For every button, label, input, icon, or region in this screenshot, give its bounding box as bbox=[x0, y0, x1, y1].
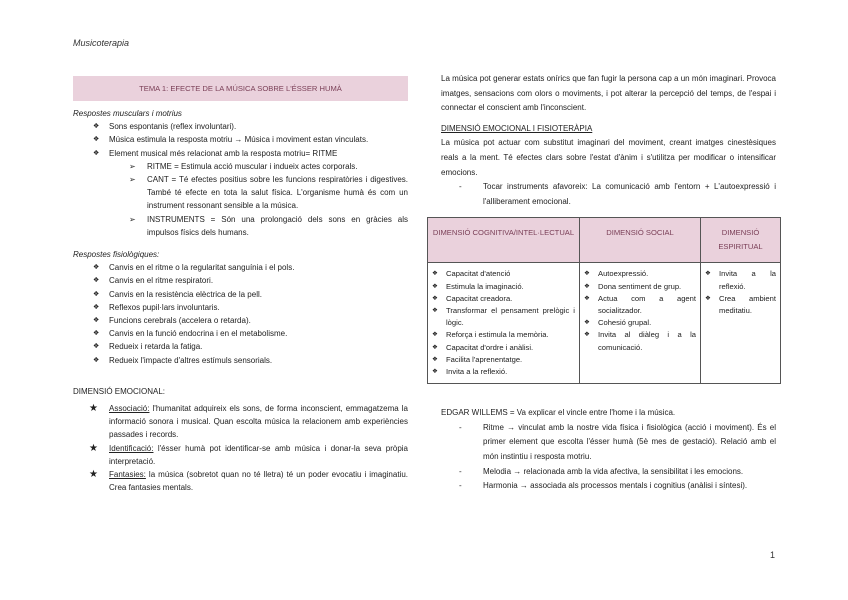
list-item bbox=[73, 402, 408, 442]
table-header: DIMENSIÓ SOCIAL bbox=[580, 218, 701, 263]
page-number: 1 bbox=[770, 550, 776, 560]
list-item: ➢ RITME = Estimula acció muscular i indueix actes corporals. bbox=[73, 160, 408, 173]
list-item: ❖ Cohesió grupal. bbox=[584, 317, 696, 329]
list-item: ❖ Reforça i estimula la memòria. bbox=[432, 329, 575, 341]
list-item: ❖ Capacitat d'atenció bbox=[432, 268, 575, 280]
emocional-heading: DIMENSIÓ EMOCIONAL: bbox=[73, 386, 166, 396]
term: Associació: bbox=[109, 404, 150, 414]
willems-intro: EDGAR WILLEMS = Va explicar el vincle entre l'home i la música. bbox=[441, 408, 676, 418]
list-item: - Melodia → relacionada amb la vida afectiva, la sensibilitat i les emocions. bbox=[441, 465, 776, 480]
fisiologiques-list bbox=[73, 261, 408, 367]
list-item: ❖ Canvis en la funció endocrina i en el metabolisme. bbox=[73, 327, 408, 340]
fisio-list bbox=[441, 180, 776, 209]
list-item: ❖ Funcions cerebrals (accelera o retarda). bbox=[73, 314, 408, 327]
list-item: ❖ Canvis en el ritme respiratori. bbox=[73, 274, 408, 287]
fisio-paragraph: La música pot actuar com substitut imaginari del moviment, creant imatges cinestèsiques reals a la ment. Té efectes clars sobre l'estat d'ànim i s'utilitza per modificar o intensificar emocions. bbox=[441, 138, 776, 177]
page-header: Musicoterapia bbox=[73, 38, 130, 48]
list-item: ❖ Facilita l'aprenentatge. bbox=[432, 354, 575, 366]
table-cell bbox=[580, 263, 701, 384]
list-item: ❖ Capacitat d'ordre i anàlisi. bbox=[432, 342, 575, 354]
emocional-list bbox=[73, 402, 408, 494]
term: Identificació: bbox=[109, 443, 154, 453]
list-item: ➢ CANT = Té efectes positius sobre les funcions respiratòries i digestives. També té efecte en tota la salut física. L'organisme humà és com un instrument ressonant sensible a la música. bbox=[73, 173, 408, 213]
musculars-heading: Respostes musculars i motrius bbox=[73, 109, 182, 118]
list-item: ❖ Capacitat creadora. bbox=[432, 293, 575, 305]
musculars-list bbox=[73, 120, 408, 160]
list-item: ❖ Invita a la reflexió. bbox=[432, 366, 575, 378]
list-item: - Ritme → vinculat amb la nostre vida física i fisiològica (acció i moviment). És el primer element que escolta l'ésser humà (5è mes de gestació). Relació amb el món instintiu i resposta motriu. bbox=[441, 421, 776, 465]
table-header: DIMENSIÓ ESPIRITUAL bbox=[701, 218, 781, 263]
list-item: ❖ Invita a la reflexió. bbox=[705, 268, 776, 292]
willems-list bbox=[441, 421, 776, 494]
list-item: ❖ Reflexos pupil·lars involuntaris. bbox=[73, 301, 408, 314]
musculars-sublist bbox=[73, 160, 408, 239]
list-item bbox=[73, 442, 408, 468]
list-item: ❖ Invita al diàleg i a la comunicació. bbox=[584, 329, 696, 353]
list-item: ❖ Canvis en la resistència elèctrica de la pell. bbox=[73, 288, 408, 301]
dimensions-table bbox=[427, 217, 781, 384]
list-item: ❖ Actua com a agent socialitzador. bbox=[584, 293, 696, 317]
list-item: ❖ Redueix l'impacte d'altres estímuls sensorials. bbox=[73, 354, 408, 367]
list-item: ❖ Autoexpressió. bbox=[584, 268, 696, 280]
list-item: ❖ Estimula la imaginació. bbox=[432, 281, 575, 293]
list-item: ❖ Música estimula la resposta motriu → Música i moviment estan vinculats. bbox=[73, 133, 408, 146]
fisio-heading: DIMENSIÓ EMOCIONAL I FISIOTERÀPIA bbox=[441, 123, 593, 133]
term: Fantasies: bbox=[109, 470, 146, 480]
definition: l'ésser humà pot identificar-se amb música i donar-la seva pròpia interpretació. bbox=[109, 443, 408, 466]
list-item: ❖ Transformar el pensament prelògic i lògic. bbox=[432, 305, 575, 329]
intro-paragraph: La música pot generar estats onírics que fan fugir la persona cap a un món imaginari. Provoca imatges, sensacions com olors o moviments, i pot alterar la percepció del temps, de l'espai i connectar el conscient amb l'inconscient. bbox=[441, 74, 776, 113]
list-item: - Tocar instruments afavoreix: La comunicació amb l'entorn + L'autoexpressió i l'alliberament emocional. bbox=[441, 180, 776, 209]
list-item: ❖ Redueix i retarda la fatiga. bbox=[73, 340, 408, 353]
left-column bbox=[73, 76, 408, 494]
right-column bbox=[432, 72, 776, 494]
table-cell bbox=[701, 263, 781, 384]
list-item: - Harmonia → associada als processos mentals i cognitius (anàlisi i síntesi). bbox=[441, 479, 776, 494]
table-header: DIMENSIÓ COGNITIVA/INTEL·LECTUAL bbox=[428, 218, 580, 263]
list-item: ➢ INSTRUMENTS = Són una prolongació dels sons en gràcies als impulsos físics dels humans. bbox=[73, 213, 408, 239]
list-item: ❖ Sons espontanis (reflex involuntari). bbox=[73, 120, 408, 133]
definition: l'humanitat adquireix els sons, de forma inconscient, emmagatzema la informació sonora i musical. Quan escolta música la relacionem amb experiències passades i records. bbox=[109, 404, 408, 440]
list-item: ❖ Dona sentiment de grup. bbox=[584, 281, 696, 293]
list-item bbox=[73, 468, 408, 494]
list-item: ❖ Element musical més relacionat amb la resposta motriu= RITME bbox=[73, 147, 408, 160]
definition: la música (sobretot quan no té lletra) té un poder evocatiu i imaginatiu. Crea fantasies mentals. bbox=[109, 470, 408, 493]
fisiologiques-heading: Respostes fisiològiques: bbox=[73, 250, 160, 260]
table-cell bbox=[428, 263, 580, 384]
list-item: ❖ Canvis en el ritme o la regularitat sanguínia i el pols. bbox=[73, 261, 408, 274]
page-title: TEMA 1: EFECTE DE LA MÚSICA SOBRE L'ÉSSER HUMÀ bbox=[73, 76, 408, 101]
list-item: ❖ Crea ambient meditatiu. bbox=[705, 293, 776, 317]
